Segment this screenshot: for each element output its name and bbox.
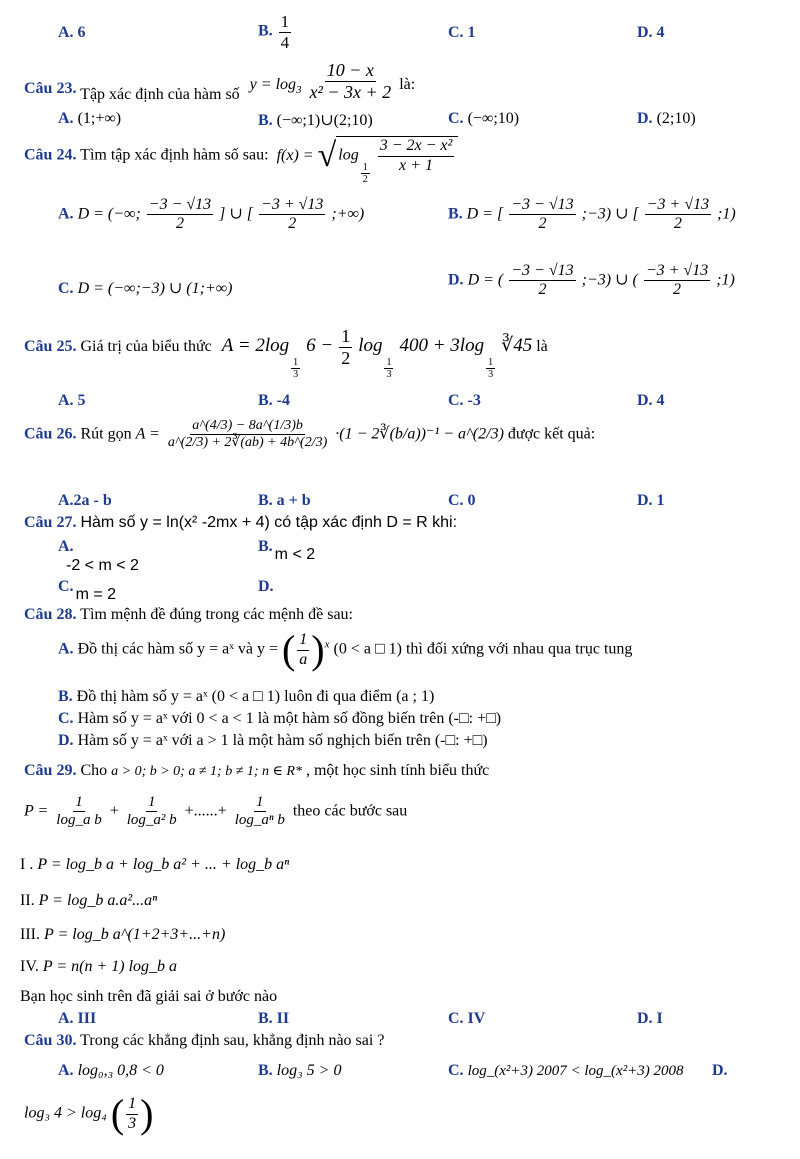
q22-option-c: C. 1 [448, 24, 476, 41]
q22-option-a: A. 6 [58, 24, 86, 41]
q23-label: Câu 23. [24, 79, 77, 97]
q29-option-b: B. II [258, 1010, 290, 1027]
q26-option-c: C. 0 [448, 492, 476, 509]
q27-option-a-value: -2 < m < 2 [66, 557, 139, 574]
q26-option-d: D. 1 [637, 492, 665, 509]
q27-option-c: C. m = 2 [58, 578, 117, 603]
q29-step-4: IV. P = n(n + 1) log_b a [20, 958, 178, 975]
q26-stem: Câu 26. Rút gọn A = $\frac{a\^{}(4/3) - 8a\^{}(1/3)b}{a\^{}(2/3) + 2∛(ab) + 4b\^{}(2/3)}$ ·(1 − 2∛(b/a))⁻¹ − a^(2/3) được kết quả: [24, 418, 596, 451]
q26-option-a: A.2a - b [58, 492, 112, 509]
q29-step-1: I . P = log_b a + log_b a² + ... + log_b aⁿ [20, 856, 290, 873]
q24-option-c: C. D = (−∞;−3) ∪ (1;+∞) [58, 280, 233, 297]
q22-option-b: B. $\frac{1}{4}$ [258, 12, 290, 52]
q23-option-a: A. (1;+∞) [58, 110, 122, 127]
q30-option-c: C. log_(x²+3) 2007 < log_(x²+3) 2008 [448, 1062, 684, 1079]
q25-option-c: C. -3 [448, 392, 481, 409]
q28-option-d: D. Hàm số y = aˣ với a > 1 là một hàm số nghịch biến trên (-□: +□) [58, 732, 488, 749]
q30-option-d-value: log₃ 4 > log₄ ( $\frac{1}{3}$ ) [24, 1091, 154, 1136]
q29-question: Bạn học sinh trên đã giải sai ở bước nào [20, 988, 278, 1005]
q25-label: Câu 25. [24, 337, 77, 355]
q30-option-a: A. log₀,₃ 0,8 < 0 [58, 1062, 164, 1079]
q23-option-d: D. (2;10) [637, 110, 696, 127]
q29-option-c: C. IV [448, 1010, 486, 1027]
q25-option-d: D. 4 [637, 392, 665, 409]
q29-label: Câu 29. [24, 762, 77, 779]
q28-option-c: C. Hàm số y = aˣ với 0 < a < 1 là một hàm số đồng biến trên (-□: +□) [58, 710, 502, 727]
q24-stem: Câu 24. Tìm tập xác định hàm số sau: f(x) = √ log $\frac{1}{2}$ $\frac{\text{3 − 2x − x²}}{x + 1}$ [24, 136, 458, 186]
q27-stem: Câu 27. Hàm số y = ln(x² -2mx + 4) có tập xác định D = R khi: [24, 514, 458, 531]
q29-option-d: D. I [637, 1010, 663, 1027]
q25-option-a: A. 5 [58, 392, 86, 409]
q26-label: Câu 26. [24, 425, 77, 443]
q30-stem: Câu 30. Trong các khẳng định sau, khẳng định nào sai ? [24, 1032, 385, 1049]
q29-step-2: II. P = log_b a.a²...aⁿ [20, 892, 158, 909]
q23-option-b: B. (−∞;1)∪(2;10) [258, 112, 373, 129]
q29-step-3: III. P = log_b a^(1+2+3+...+n) [20, 926, 226, 943]
q24-option-a: A. D = (−∞; $\frac{-3 - √13}{2}$ ] ∪ [ $\frac{-3 + √13}{2}$ ;+∞) [58, 196, 365, 233]
q30-option-d: D. [712, 1062, 728, 1079]
q30-label: Câu 30. [24, 1032, 77, 1049]
q22-option-d: D. 4 [637, 24, 665, 41]
q29-option-a: A. III [58, 1010, 97, 1027]
q29-formula: P = $\frac{1}{\text{log\_a b}}$ + $\frac{1}{\text{log\_a² b}}$ +......+ $\frac{1}{\text{log\_aⁿ b}}$ theo các bước sau [24, 794, 408, 829]
q27-option-a: A. [58, 538, 74, 555]
q25-option-b: B. -4 [258, 392, 290, 409]
q28-stem: Câu 28. Tìm mệnh đề đúng trong các mệnh đề sau: [24, 606, 353, 623]
q25-stem: Câu 25. Giá trị của biểu thức A = 2log $\frac{1}{3}$ 6 − $\frac{1}{2}$ log $\frac{1}{3}$ 400 + 3log $\frac{1}{3}$ ∛45 là [24, 326, 548, 381]
q24-label: Câu 24. [24, 146, 77, 164]
q27-label: Câu 27. [24, 514, 77, 531]
q28-option-b: B. Đồ thị hàm số y = aˣ (0 < a □ 1) luôn đi qua điểm (a ; 1) [58, 688, 435, 705]
q26-option-b: B. a + b [258, 492, 311, 509]
q23-stem: Câu 23. Tập xác định của hàm số $y = \log_3$ $\frac{10 - x}{\text{x² − 3x + 2}}$ là: [24, 60, 416, 103]
q30-option-b: B. log₃ 5 > 0 [258, 1062, 342, 1079]
q28-option-a: A. Đồ thị các hàm số y = aˣ và y = ( $\frac{1}{a}$ )$^x$ (0 < a □ 1) thì đối xứng với nhau qua trục tung [58, 627, 633, 672]
q24-option-d: D. D = ( $\frac{-3 - √13}{2}$ ;−3) ∪ ( $\frac{-3 + √13}{2}$ ;1) [448, 262, 735, 299]
q23-option-c: C. (−∞;10) [448, 110, 520, 127]
q24-option-b: B. D = [ $\frac{-3 - √13}{2}$ ;−3) ∪ [ $\frac{-3 + √13}{2}$ ;1) [448, 196, 736, 233]
q27-option-d: D. [258, 578, 274, 595]
q27-option-b: B. m < 2 [258, 538, 316, 563]
q28-label: Câu 28. [24, 606, 77, 623]
q29-stem: Câu 29. Cho a > 0; b > 0; a ≠ 1; b ≠ 1; n ∈ R* , một học sinh tính biểu thức [24, 762, 490, 779]
